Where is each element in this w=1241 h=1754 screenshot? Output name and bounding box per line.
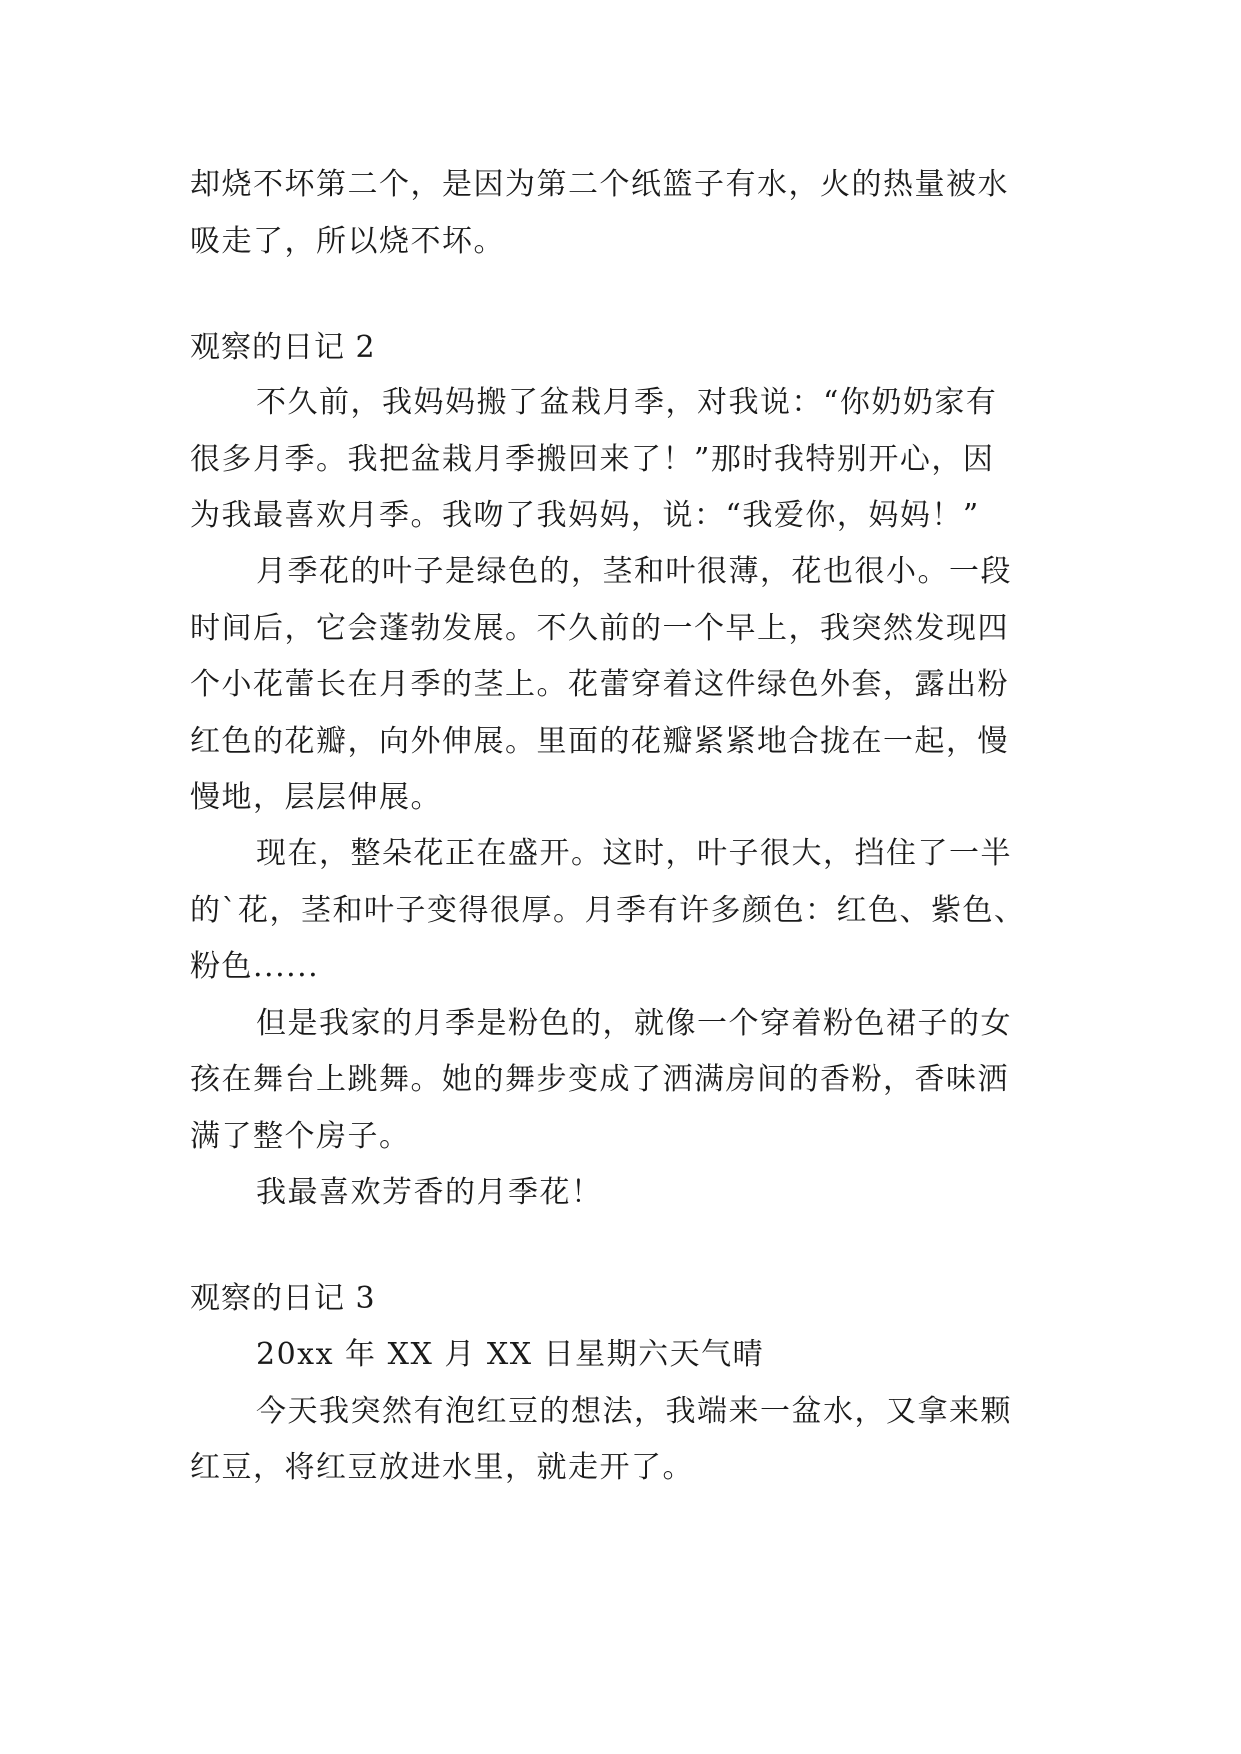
- text-line: 今天我突然有泡红豆的想法，我端来一盆水，又拿来颗: [256, 1394, 1012, 1429]
- date-line: 20xx 年 XX 月 XX 日星期六天气晴: [256, 1337, 765, 1372]
- text-line: 却烧不坏第二个，是因为第二个纸篮子有水，火的热量被水: [190, 167, 1009, 202]
- text-line: 时间后，它会蓬勃发展。不久前的一个早上，我突然发现四: [190, 611, 1009, 646]
- text-line: 很多月季。我把盆栽月季搬回来了！”那时我特别开心，因: [190, 442, 995, 477]
- text-line: 孩在舞台上跳舞。她的舞步变成了洒满房间的香粉，香味洒: [190, 1062, 1009, 1097]
- text-line: 粉色......: [190, 949, 320, 984]
- section-title: 观察的日记 2: [190, 330, 376, 365]
- text-line: 我最喜欢芳香的月季花！: [256, 1175, 603, 1210]
- text-line: 红色的花瓣，向外伸展。里面的花瓣紧紧地合拢在一起，慢: [190, 724, 1009, 759]
- text-line: 月季花的叶子是绿色的，茎和叶很薄，花也很小。一段: [256, 554, 1012, 589]
- text-line: 个小花蕾长在月季的茎上。花蕾穿着这件绿色外套，露出粉: [190, 667, 1009, 702]
- text-line: 红豆，将红豆放进水里，就走开了。: [190, 1450, 694, 1485]
- text-line: 为我最喜欢月季。我吻了我妈妈，说：“我爱你，妈妈！”: [190, 498, 980, 533]
- text-line: 吸走了，所以烧不坏。: [190, 224, 505, 259]
- text-line: 不久前，我妈妈搬了盆栽月季，对我说：“你奶奶家有: [256, 385, 998, 420]
- section-title: 观察的日记 3: [190, 1281, 376, 1316]
- text-line: 现在，整朵花正在盛开。这时，叶子很大，挡住了一半: [256, 836, 1012, 871]
- text-line: 的`花，茎和叶子变得很厚。月季有许多颜色：红色、紫色、: [190, 893, 1026, 928]
- text-line: 慢地，层层伸展。: [190, 780, 442, 815]
- text-line: 但是我家的月季是粉色的，就像一个穿着粉色裙子的女: [256, 1006, 1012, 1041]
- text-line: 满了整个房子。: [190, 1119, 411, 1154]
